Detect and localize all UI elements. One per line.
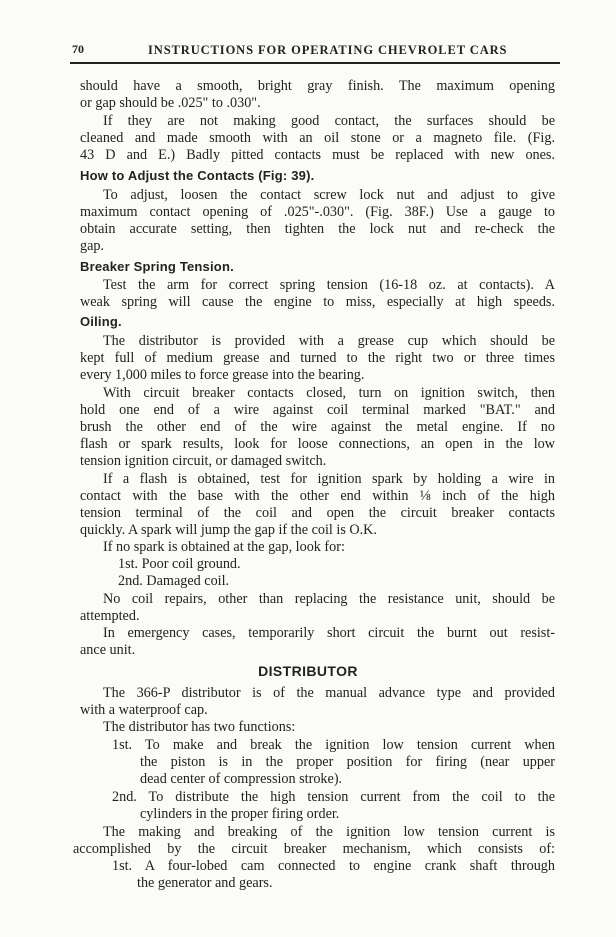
text-line: kept full of medium grease and turned to the right two or three times — [80, 350, 555, 366]
text-line: If a flash is obtained, test for ignition spark by holding a wire in — [103, 471, 555, 487]
text-line: accomplished by the circuit breaker mechanism, which consists of: — [73, 841, 555, 857]
text-line: 1st. To make and break the ignition low tension current when — [112, 737, 555, 753]
text-line: weak spring will cause the engine to miss, especially at high speeds. — [80, 294, 555, 310]
text-line: No coil repairs, other than replacing the resistance unit, should be — [103, 591, 555, 607]
text-line: with a waterproof cap. — [80, 702, 208, 718]
text-line: hold one end of a wire against coil terminal marked "BAT." and — [80, 402, 555, 418]
text-line: Test the arm for correct spring tension (16-18 oz. at contacts). A — [103, 277, 555, 293]
text-line: contact with the base with the other end within ⅛ inch of the high — [80, 488, 555, 504]
text-line: The distributor has two functions: — [103, 719, 296, 735]
text-line: every 1,000 miles to force grease into the bearing. — [80, 367, 365, 383]
text-line: 43 D and E.) Badly pitted contacts must be replaced with new ones. — [80, 147, 555, 163]
text-line: With circuit breaker contacts closed, turn on ignition switch, then — [103, 385, 555, 401]
text-line: the generator and gears. — [137, 875, 273, 891]
section-heading: Breaker Spring Tension. — [80, 259, 234, 274]
page-number: 70 — [72, 42, 84, 56]
text-line: cylinders in the proper firing order. — [140, 806, 340, 822]
text-line: the piston is in the proper position for firing (near upper — [140, 754, 555, 770]
text-line: or gap should be .025" to .030". — [80, 95, 261, 111]
text-line: If they are not making good contact, the surfaces should be — [103, 113, 555, 129]
text-line: quickly. A spark will jump the gap if the coil is O.K. — [80, 522, 377, 538]
section-heading: How to Adjust the Contacts (Fig: 39). — [80, 168, 315, 183]
section-heading: Oiling. — [80, 314, 122, 329]
text-line: 2nd. Damaged coil. — [118, 573, 230, 589]
text-line: tension ignition circuit, or damaged switch. — [80, 453, 327, 469]
text-line: cleaned and made smooth with an oil stone or a magneto file. (Fig. — [80, 130, 555, 146]
text-line: 1st. Poor coil ground. — [118, 556, 241, 572]
text-line: flash or spark results, look for loose connections, an open in the low — [80, 436, 555, 452]
text-line: If no spark is obtained at the gap, look for: — [103, 539, 345, 555]
section-title: DISTRIBUTOR — [258, 663, 358, 679]
text-line: The 366-P distributor is of the manual advance type and provided — [103, 685, 555, 701]
text-line: ance unit. — [80, 642, 136, 658]
text-line: 2nd. To distribute the high tension current from the coil to the — [112, 789, 555, 805]
text-line: dead center of compression stroke). — [140, 771, 343, 787]
text-line: brush the other end of the wire against the metal engine. If no — [80, 419, 555, 435]
text-line: maximum contact opening of .025"-.030". (Fig. 38F.) Use a gauge to — [80, 204, 555, 220]
running-title: INSTRUCTIONS FOR OPERATING CHEVROLET CARS — [148, 43, 508, 57]
text-line: 1st. A four-lobed cam connected to engine crank shaft through — [112, 858, 555, 874]
text-line: gap. — [80, 238, 105, 254]
text-line: obtain accurate setting, then tighten the lock nut and re-check the — [80, 221, 555, 237]
text-line: In emergency cases, temporarily short circuit the burnt out resist- — [103, 625, 555, 641]
text-line: tension terminal of the coil and open the circuit breaker contacts — [80, 505, 555, 521]
text-line: To adjust, loosen the contact screw lock nut and adjust to give — [103, 187, 555, 203]
text-line: should have a smooth, bright gray finish. The maximum opening — [80, 78, 555, 94]
text-line: The making and breaking of the ignition low tension current is — [103, 824, 555, 840]
text-line: The distributor is provided with a grease cup which should be — [103, 333, 555, 349]
text-line: attempted. — [80, 608, 140, 624]
header-rule — [70, 62, 560, 64]
